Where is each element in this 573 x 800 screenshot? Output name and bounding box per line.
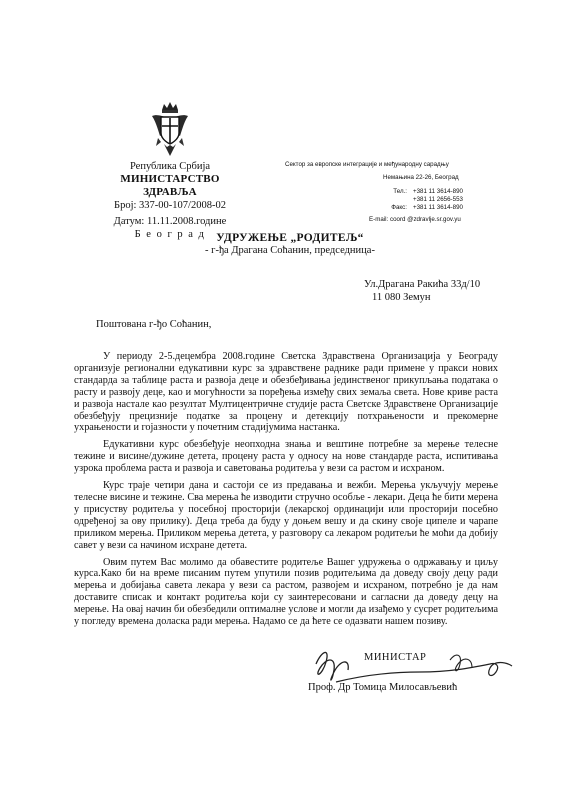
phone-label [285, 196, 413, 204]
addressee-block [150, 232, 430, 256]
signatory-name: Проф. Др Томица Милосављевић [308, 682, 458, 693]
addressee-address [364, 278, 480, 304]
contact-email: E-mail: coord @zdravlje.sr.gov.yu [369, 216, 461, 223]
letter-body [74, 351, 498, 633]
phone-row [285, 196, 525, 204]
signature-block [300, 642, 530, 702]
phone-row [285, 188, 525, 196]
contact-phones [285, 188, 525, 212]
addressee-street: Ул.Драгана Ракића 33д/10 [364, 279, 481, 290]
fax-label: Факс: [391, 204, 407, 211]
sector-address: Немањина 22-26, Београд [383, 174, 459, 181]
sector-name: Сектор за европске интеграције и међународну сарадњу [285, 161, 449, 168]
phone-label: Тел.: [393, 188, 407, 195]
letter-city: Б е о г р а д [134, 229, 206, 240]
body-paragraph: Курс траје четири дана и састоји се из предавања и вежби. Мерења укључују мерење телесне висине и тежине. Сва мерења ће изводити стручно особље - лекари. Деца ће бити мерена у присуству родитеља у посебној просторији (лекарској ординацији или просторији посебно одређеној за ову прилику). Деца треба да буду у доњем вешу и да скину своје ципеле и чарапе приликом мерења. Приликом мерења детета, у разговору са лекаром родитељи ће моћи да добију савет у вези са начином исхране детета. [74, 480, 498, 551]
ministry-name: МИНИСТАРСТВО ЗДРАВЉА [120, 173, 220, 198]
fax-value: +381 11 3614-890 [413, 204, 463, 211]
body-paragraph: У периоду 2-5.децембра 2008.године Светска Здравствена Организација у Београду организује регионални едукативни курс за здравствене раднике ради примене у пракси нових стандарда за таблице раста и развоја деце и обезбеђивања јединственог прикупљања података о расту и развоју деце, као и могућности за поређења између свих земаља света. Нове криве раста и развоја настале као резултат Мултицентричне студије раста Светске Здравствене Организације обезбеђују прецизније податке за процену и детекцију потхрањености и прекомерне ухрањености и гојазности у почетним стадијумима настанка. [74, 351, 498, 434]
ministry-header [96, 160, 244, 241]
phone-value: +381 11 3614-890 [413, 188, 463, 195]
coat-of-arms-icon [148, 100, 192, 160]
fax-row [285, 204, 525, 212]
signatory-title: МИНИСТАР [364, 652, 427, 663]
body-paragraph: Едукативни курс обезбеђује неопходна знања и вештине потребне за мерење телесне тежине и висине/дужине детета, процену раста у односу на нове стандарде раста, испитивања узрока проблема раста и развоја и саветовања родитеља у вези са растом и исхраном. [74, 439, 498, 475]
addressee-city: 11 080 Земун [372, 292, 431, 303]
addressee-person: - г-ђа Драгана Соћанин, председница- [205, 245, 375, 256]
letter-date: Датум: 11.11.2008.године [113, 216, 227, 227]
addressee-organization: УДРУЖЕЊЕ „РОДИТЕЉ“ [216, 232, 364, 244]
body-paragraph: Овим путем Вас молимо да обавестите родитеље Вашег удружења о одржавању и циљу курса.Како би на време писаним путем упутили позив родитељима да доведу своју децу ради мерења и добијања савета лекара у вези са растом, развојем и исхраном, потребно је да нам доставите списак и контакт родитеља који су заинтересовани и сагласни да доведу децу на мерење. На овај начин би обезбедили оптималне услове и могли да изађемо у сусрет родитељима у погледу времена доласка ради мерења. Надамо се да ћете се одазвати нашем позиву. [74, 556, 498, 628]
sector-header [285, 160, 525, 223]
republic-name: Република Србија [129, 161, 211, 172]
reference-number: Број: 337-00-107/2008-02 [114, 200, 226, 211]
phone-value: +381 11 2656-553 [413, 196, 463, 203]
salutation: Поштована г-ђо Соћанин, [96, 319, 212, 330]
